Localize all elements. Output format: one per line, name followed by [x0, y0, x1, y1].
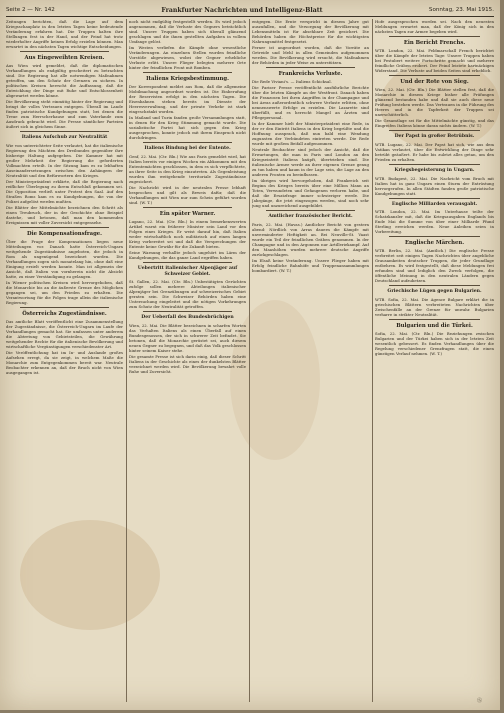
article-paragraph: Wien, 22. Mai. (Ctr. Bln.) Die Blätter stellen fest, daß die Monarchie in diesem Kriege bisher alle Prüfungen glänzend bestanden habe und daß sie auch diese neue Prüfung bestehen werde. Das Vertrauen in die Führung des Heeres und in die Tapferkeit der Truppen sei unerschütterlich.: [375, 87, 494, 118]
article-paragraph: WTB. Sofia, 22. Mai. Die Agence Bulgare erklärt die in griechischen Blättern verbreiteten Nachrichten über Zwischenfälle an der Grenze für unwahr. Bulgarien verharre in strikter Neutralität.: [375, 296, 494, 317]
article-headline: Amtlicher französischer Bericht.: [268, 214, 353, 220]
article-paragraph: Seine Warnung verhallte jedoch ungehört im Lärm der Kundgebungen, die das ganze Land ergriffen haben.: [129, 250, 246, 260]
article-paragraph: Die Pariser Presse veröffentlicht ausführliche Berichte über die letzten Kämpfe an der Westfront. Danach haben die Franzosen bei ihren Angriffen in der Champagne und bei Arras außerordentlich schwere Verluste erlitten, ohne nennenswerte Erfolge zu erzielen. Die Lazarette sind überfüllt, und es herrscht Mangel an Ärzten und Pflegepersonal.: [252, 85, 369, 121]
section-rule: [20, 227, 109, 228]
article-paragraph: Im übrigen wird hervorgehoben, daß Frankreich seit Beginn des Krieges bereits über eine Million Mann an Toten, Verwundeten und Gefangenen verloren habe, und daß die Ersatzfrage immer schwieriger werde. Die Jahrgänge, die jetzt eingezogen werden, sind noch sehr jung und unzureichend ausgebildet.: [252, 178, 369, 209]
article-paragraph: Die Blätter der Mittelmächte bezeichnen den Schritt als einen Treubruch, der in der Geschichte ohne Beispiel dastehe, und betonen, daß man den kommenden Ereignissen mit voller Zuversicht entgegensehe.: [6, 204, 123, 225]
page-number: Seite 2 — Nr. 142: [6, 7, 55, 13]
section-rule: [143, 72, 232, 73]
column-divider: [126, 19, 127, 702]
article-headline: Italiens Aufschub zur Neutralität: [21, 135, 108, 141]
article-paragraph: entgegen. Die Ernte verspricht in diesem Jahre gut auszufallen, und die Versorgung der Bevölkerung mit Lebensmitteln ist für absehbare Zeit gesichert. Die Behörden haben die Höchstpreise für die wichtigsten Nahrungsmittel festgesetzt.: [252, 19, 369, 44]
article-paragraph: Lugano, 22. Mai. (Ctr. Bln.) In einem bemerkenswerten Artikel warnt ein früherer Minister sein Land vor den Folgen eines Krieges. Er weist darauf hin, daß Italien weder wirtschaftlich noch militärisch auf einen langen Krieg vorbereitet sei und daß die Versprechungen der Entente keine Gewähr für die Zukunft bieten.: [129, 219, 246, 249]
article-headline: Italiens Kriegsbestimmung.: [146, 76, 229, 82]
article-paragraph: Der Korrespondent meldet aus Rom, daß die allgemeine Mobilmachung angeordnet worden ist. Die Einberufung der Reservisten erfolgt in den nächsten Tagen. Die Eisenbahnen stehen bereits im Dienste der Heeresverwaltung, und der private Verkehr ist stark eingeschränkt worden.: [129, 84, 246, 115]
article-paragraph: Paris, 22. Mai. (Havas.) Amtlicher Bericht von gestern abend: Nördlich von Arras dauern die Kämpfe mit unverminderter Heftigkeit an. Bei Neuville-St. Vaast wurde ein Teil der feindlichen Gräben genommen. In der Champagne und in den Argonnen nur Artilleriekampf. Auf den Maashöhen wurden mehrere deutsche Angriffe zurückgeschlagen.: [252, 221, 369, 257]
article-headline: Und der Rote von Sieg.: [400, 79, 469, 86]
column-divider: [372, 19, 373, 702]
section-rule: [20, 131, 109, 132]
article-paragraph: Hofe ausgesprochen worden sei. Nach den neuesten Meldungen erwartet man, daß der König sich in den nächsten Tagen zur Armee begeben wird.: [375, 19, 494, 34]
section-rule: [389, 198, 480, 199]
section-rule: [143, 262, 232, 263]
article-headline: Bulgarien und die Türkei.: [396, 322, 473, 329]
article-paragraph: Die Gesamtlage sei für die Mittelmächte günstig, und das Eingreifen Italiens könne daran nichts ändern. (W. T.): [375, 118, 494, 129]
section-rule: [389, 319, 480, 320]
article-headline: Kriegsbegeisterung in Ungarn.: [394, 168, 475, 173]
section-rule: [266, 67, 355, 68]
article-headline: Der Papst in großer Betrübnis.: [394, 134, 475, 140]
article-paragraph: Die Nachricht wird in der neutralen Presse lebhaft besprochen und gilt als Beweis dafür, daß die Verhandlungen mit Wien nur zum Schein geführt worden sind. (W. T.): [129, 184, 246, 205]
article-headline: Ein später Warner.: [159, 210, 216, 217]
article-paragraph: Neutrale Beobachter sind jedoch der Ansicht, daß die Erwartungen, die man in Paris und London an den Kriegseintritt Italiens knüpft, übertrieben sind. Die italienische Armee werde an ihrer eigenen Grenze genug zu tun haben und kaum in der Lage sein, die Lage an den anderen Fronten zu beeinflussen.: [252, 147, 369, 178]
article-paragraph: WTB. London, 22. Mai. Feldmarschall French berichtet über die Kämpfe der letzten Tage: Unsere Truppen haben bei Festubert weitere Fortschritte gemacht und mehrere feindliche Gräben erobert. Der Feind leistete hartnäckigen Widerstand. Die Verluste auf beiden Seiten sind erheblich.: [375, 48, 494, 74]
column-3: [252, 19, 369, 702]
section-rule: [143, 207, 232, 208]
section-rule: [389, 75, 480, 76]
article-paragraph: Aus Wien wird gemeldet, daß die diplomatischen Verhandlungen als endgültig gescheitert zu betrachten sind. Die Regierung hat alle notwendigen Maßnahmen getroffen, um den Schutz der Grenzen zu sichern. In politischen Kreisen herrscht die Auffassung, daß die Entwicklung der Dinge mit Ruhe und Entschlossenheit abgewartet werden könne.: [6, 63, 123, 99]
section-rule: [143, 311, 232, 312]
article-paragraph: Wie von unterrichteter Seite verlautet, hat die italienische Regierung den Mächten des Dreibundes gegenüber ihre bisherige Haltung aufgegeben. Die Kammer hat mit großer Mehrheit der Regierung die geforderten Vollmachten erteilt. In der Sitzung kam es zu lebhaften Auseinandersetzungen zwischen den Anhängern der Neutralität und den Befürwortern des Krieges.: [6, 142, 123, 178]
article-paragraph: Die gesamte Presse ist sich darin einig, daß dieser Schritt Italiens in der Geschichte als eines der dunkelsten Blätter verzeichnet werden wird. Die Bevölkerung bewahrt volle Ruhe und Zuversicht.: [129, 353, 246, 374]
article-paragraph: In der Kammer hielt der Ministerpräsident eine Rede, in der er den Eintritt Italiens in den Krieg begrüßte und die Hoffnung aussprach, daß nun bald eine Wendung zugunsten der Verbündeten eintreten werde. Die Rede wurde mit großem Beifall aufgenommen.: [252, 121, 369, 147]
article-paragraph: noch nicht endgültig festgestellt werden. Es wird jedoch angenommen, daß die Verluste des Gegners beträchtlich sind. Unsere Truppen haben sich überall glänzend geschlagen und die ihnen gestellten Aufgaben in vollem Umfange gelöst.: [129, 19, 246, 44]
newspaper-title: Frankfurter Nachrichten und Intelligenz-Blatt: [161, 6, 323, 14]
page-header: [6, 4, 494, 17]
article-paragraph: In Mailand und Turin fanden große Versammlungen statt, in denen für den Krieg Stimmung gemacht wurde. Die sozialistische Partei hat sich gegen den Krieg ausgesprochen, konnte jedoch mit ihrem Einspruch nicht durchdringen.: [129, 115, 246, 141]
article-headline: Griechische Lügen gegen Bulgarien.: [387, 289, 482, 295]
article-paragraph: Genf, 22. Mai. (Ctr. Bln.) Wie aus Paris gemeldet wird, hat Italien bereits vor einigen Wochen ein Abkommen mit den Ententemächten geschlossen, in dem es sich verpflichtete, an ihrer Seite in den Krieg einzutreten. Als Gegenleistung wurden ihm weitgehende territoriale Zugeständnisse zugesichert.: [129, 153, 246, 184]
issue-date: Sonntag, 23. Mai 1915.: [428, 7, 494, 13]
article-paragraph: In Wiener politischen Kreisen wird hervorgehoben, daß die Monarchie bis an die äußerste Grenze des Möglichen gegangen sei, um den Frieden zu erhalten. Die Verantwortung für die Folgen trage allein die italienische Regierung.: [6, 280, 123, 305]
column-1: [6, 19, 123, 702]
article-paragraph: Die Veröffentlichung hat im In- und Auslande großes Aufsehen erregt, da sie zeigt, in welchem Maße die Monarchie zum Entgegenkommen bereit war. Neutrale Beobachter erkennen an, daß der Bruch nicht von Wien ausgegangen ist.: [6, 350, 123, 376]
article-paragraph: Das amtliche Blatt veröffentlicht eine Zusammenstellung der Zugeständnisse, die Österreich-Ungarn im Laufe der Verhandlungen gemacht hat. Sie umfassen unter anderem die Abtretung von Gebietsteilen, die Gewährung weitgehender Rechte für die italienische Bevölkerung und wirtschaftliche Vergünstigungen verschiedenster Art.: [6, 319, 123, 350]
article-paragraph: WTB. London, 22. Mai. Im Unterhause teilte der Schatzkanzler mit, daß die Kriegsausgaben Englands bis Ende Mai die Summe von über einer Milliarde Pfund Sterling erreichen werden. Neue Anleihen seien in Vorbereitung.: [375, 209, 494, 235]
section-rule: [389, 130, 480, 131]
section-rule: [20, 307, 109, 308]
column-divider: [249, 19, 250, 702]
article-paragraph: WTB. Berlin, 22. Mai. (Amtlich.) Die englische Presse verbreitet seit einigen Tagen Nachrichten über angebliche Grausamkeiten deutscher Truppen, die jeder Grundlage entbehren. Es wird festgestellt, daß diese Meldungen frei erfunden sind und lediglich den Zweck verfolgen, die öffentliche Meinung in den neutralen Ländern gegen Deutschland aufzuhetzen.: [375, 248, 494, 284]
column-4: [375, 19, 494, 702]
article-paragraph: Die Bevölkerung steht einmütig hinter der Regierung und bringt ihr volles Vertrauen entgegen. Überall im Lande finden patriotische Kundgebungen statt, bei denen die Treue zum Herrscherhause und zum Vaterlande zum Ausdruck gebracht wird. Die Presse sämtlicher Parteien äußert sich in gleichem Sinne.: [6, 99, 123, 130]
article-headline: Ein Bericht Frenchs.: [403, 40, 466, 46]
article-paragraph: St. Gallen, 22. Mai. (Ctr. Bln.) Unbestätigten Gerüchten zufolge sollen mehrere Abteilungen italienischer Alpenjäger bei Grenzübungen auf schweizerisches Gebiet geraten sein. Die Schweizer Behörden haben eine Untersuchung eingeleitet und die nötigen Vorkehrungen zum Schutz der Neutralität getroffen.: [129, 279, 246, 310]
column-2: [129, 19, 246, 702]
article-paragraph: Ferner ist angeordnet worden, daß die Vorräte an Getreide und Mehl in allen Gemeinden aufgenommen werden. Die Bevölkerung wird ersucht, die Maßnahmen der Behörden in jeder Weise zu unterstützen.: [252, 45, 369, 65]
article-headline: Österreichs Zugeständnisse.: [22, 311, 107, 317]
article-paragraph: Sofia, 22. Mai. (Ctr. Bln.) Die Beziehungen zwischen Bulgarien und der Türkei haben sich in der letzten Zeit wesentlich gebessert. Es finden Verhandlungen über die Regelung verschiedener Grenzfragen statt, die einen günstigen Verlauf nehmen. (W. T.): [375, 331, 494, 357]
section-rule: [389, 285, 480, 286]
section-rule: [143, 142, 232, 143]
section-rule: [266, 210, 355, 211]
article-paragraph: Im Elsaß keine Veränderung. Unsere Flieger haben mit Erfolg feindliche Bahnhöfe und Truppenansammlungen bombardiert. (W. T.): [252, 257, 369, 273]
article-headline: Die Kompensationsfrage.: [26, 230, 103, 237]
article-paragraph: WTB. Lugano, 22. Mai. Der Papst hat sich, wie aus dem Vatikan verlautet, über die Entwicklung der Dinge sehr betrübt geäußert. Er habe bis zuletzt alles getan, um den Frieden zu erhalten.: [375, 142, 494, 162]
article-paragraph: Über die Frage der Kompensationen liegen neue Mitteilungen vor. Danach hatte Österreich-Ungarn weitgehende Zugeständnisse angeboten, die jedoch in Rom als ungenügend bezeichnet wurden. Die Verhandlungen zogen sich monatelang hin, ohne daß eine Einigung erzielt werden konnte. Man ist allgemein der Ansicht, daß Italien von vornherein nicht die Absicht hatte, zu einer Verständigung zu gelangen.: [6, 239, 123, 279]
article-paragraph: WTB. Budapest, 22. Mai. Die Nachricht vom Bruch mit Italien hat in ganz Ungarn einen Sturm der Entrüstung hervorgerufen. In allen Städten fanden große patriotische Kundgebungen statt.: [375, 175, 494, 196]
section-rule: [389, 36, 480, 37]
article-headline: Aus Eingeweihten Kreisen.: [24, 55, 105, 61]
article-headline: Frankreichs Verluste.: [278, 71, 343, 77]
article-paragraph: Zeitungen berichten, daß die Lage auf dem Kriegsschauplatz in den letzten Tagen keine bedeutende Veränderung erfahren hat. Die Truppen halten ihre Stellungen fest in der Hand, und der Feind hat trotz wiederholter Angriffe keinen Erfolg erzielen können. Man erwartet in den nächsten Tagen wichtige Entscheidungen.: [6, 19, 123, 49]
article-paragraph: Im Westen verliefen die Kämpfe ohne wesentliche Veränderungen. An einzelnen Stellen wurden feindliche Vorstöße abgewiesen, wobei der Gegner erhebliche Verluste erlitt. Unsere Flieger belegten mehrere Orte hinter der feindlichen Front mit Bomben.: [129, 45, 246, 70]
article-paragraph: Der Ministerpräsident erklärte, daß die Regierung nach reiflicher Überlegung zu ihrem Entschluß gekommen sei. Die Opposition verließ unter Protest den Saal. Auf den Straßen Roms kam es zu Kundgebungen, die von der Polizei aufgelöst werden mußten.: [6, 178, 123, 204]
article-headline: Der Ueberfall des Bundesbrüchigen: [141, 315, 234, 321]
article-headline: Englische Märchen.: [404, 240, 465, 247]
article-paragraph: Wien, 22. Mai. Die Blätter bezeichnen in scharfen Worten das Verhalten Italiens als einen Überfall auf einen Bundesgenossen, der sich in schwerer Zeit befindet. Sie betonen, daß die Monarchie gerüstet sei, auch diesem neuen Gegner zu begegnen, und daß das Volk geschlossen hinter seinem Kaiser stehe.: [129, 322, 246, 353]
corner-mark: Ⓢ: [476, 698, 482, 704]
article-headline: Italiens Bindung bei der Entente.: [144, 146, 231, 152]
article-headline: Uebertritt italienischer Alpenjäger auf Schweizer Gebiet.: [137, 266, 238, 277]
section-rule: [389, 164, 480, 165]
section-rule: [20, 51, 109, 52]
article-paragraph: Die Rede Viviani's. — Italiens Schicksal.: [252, 79, 332, 85]
section-rule: [389, 236, 480, 237]
article-headline: Englische Milliarden verausgabt.: [391, 201, 478, 207]
